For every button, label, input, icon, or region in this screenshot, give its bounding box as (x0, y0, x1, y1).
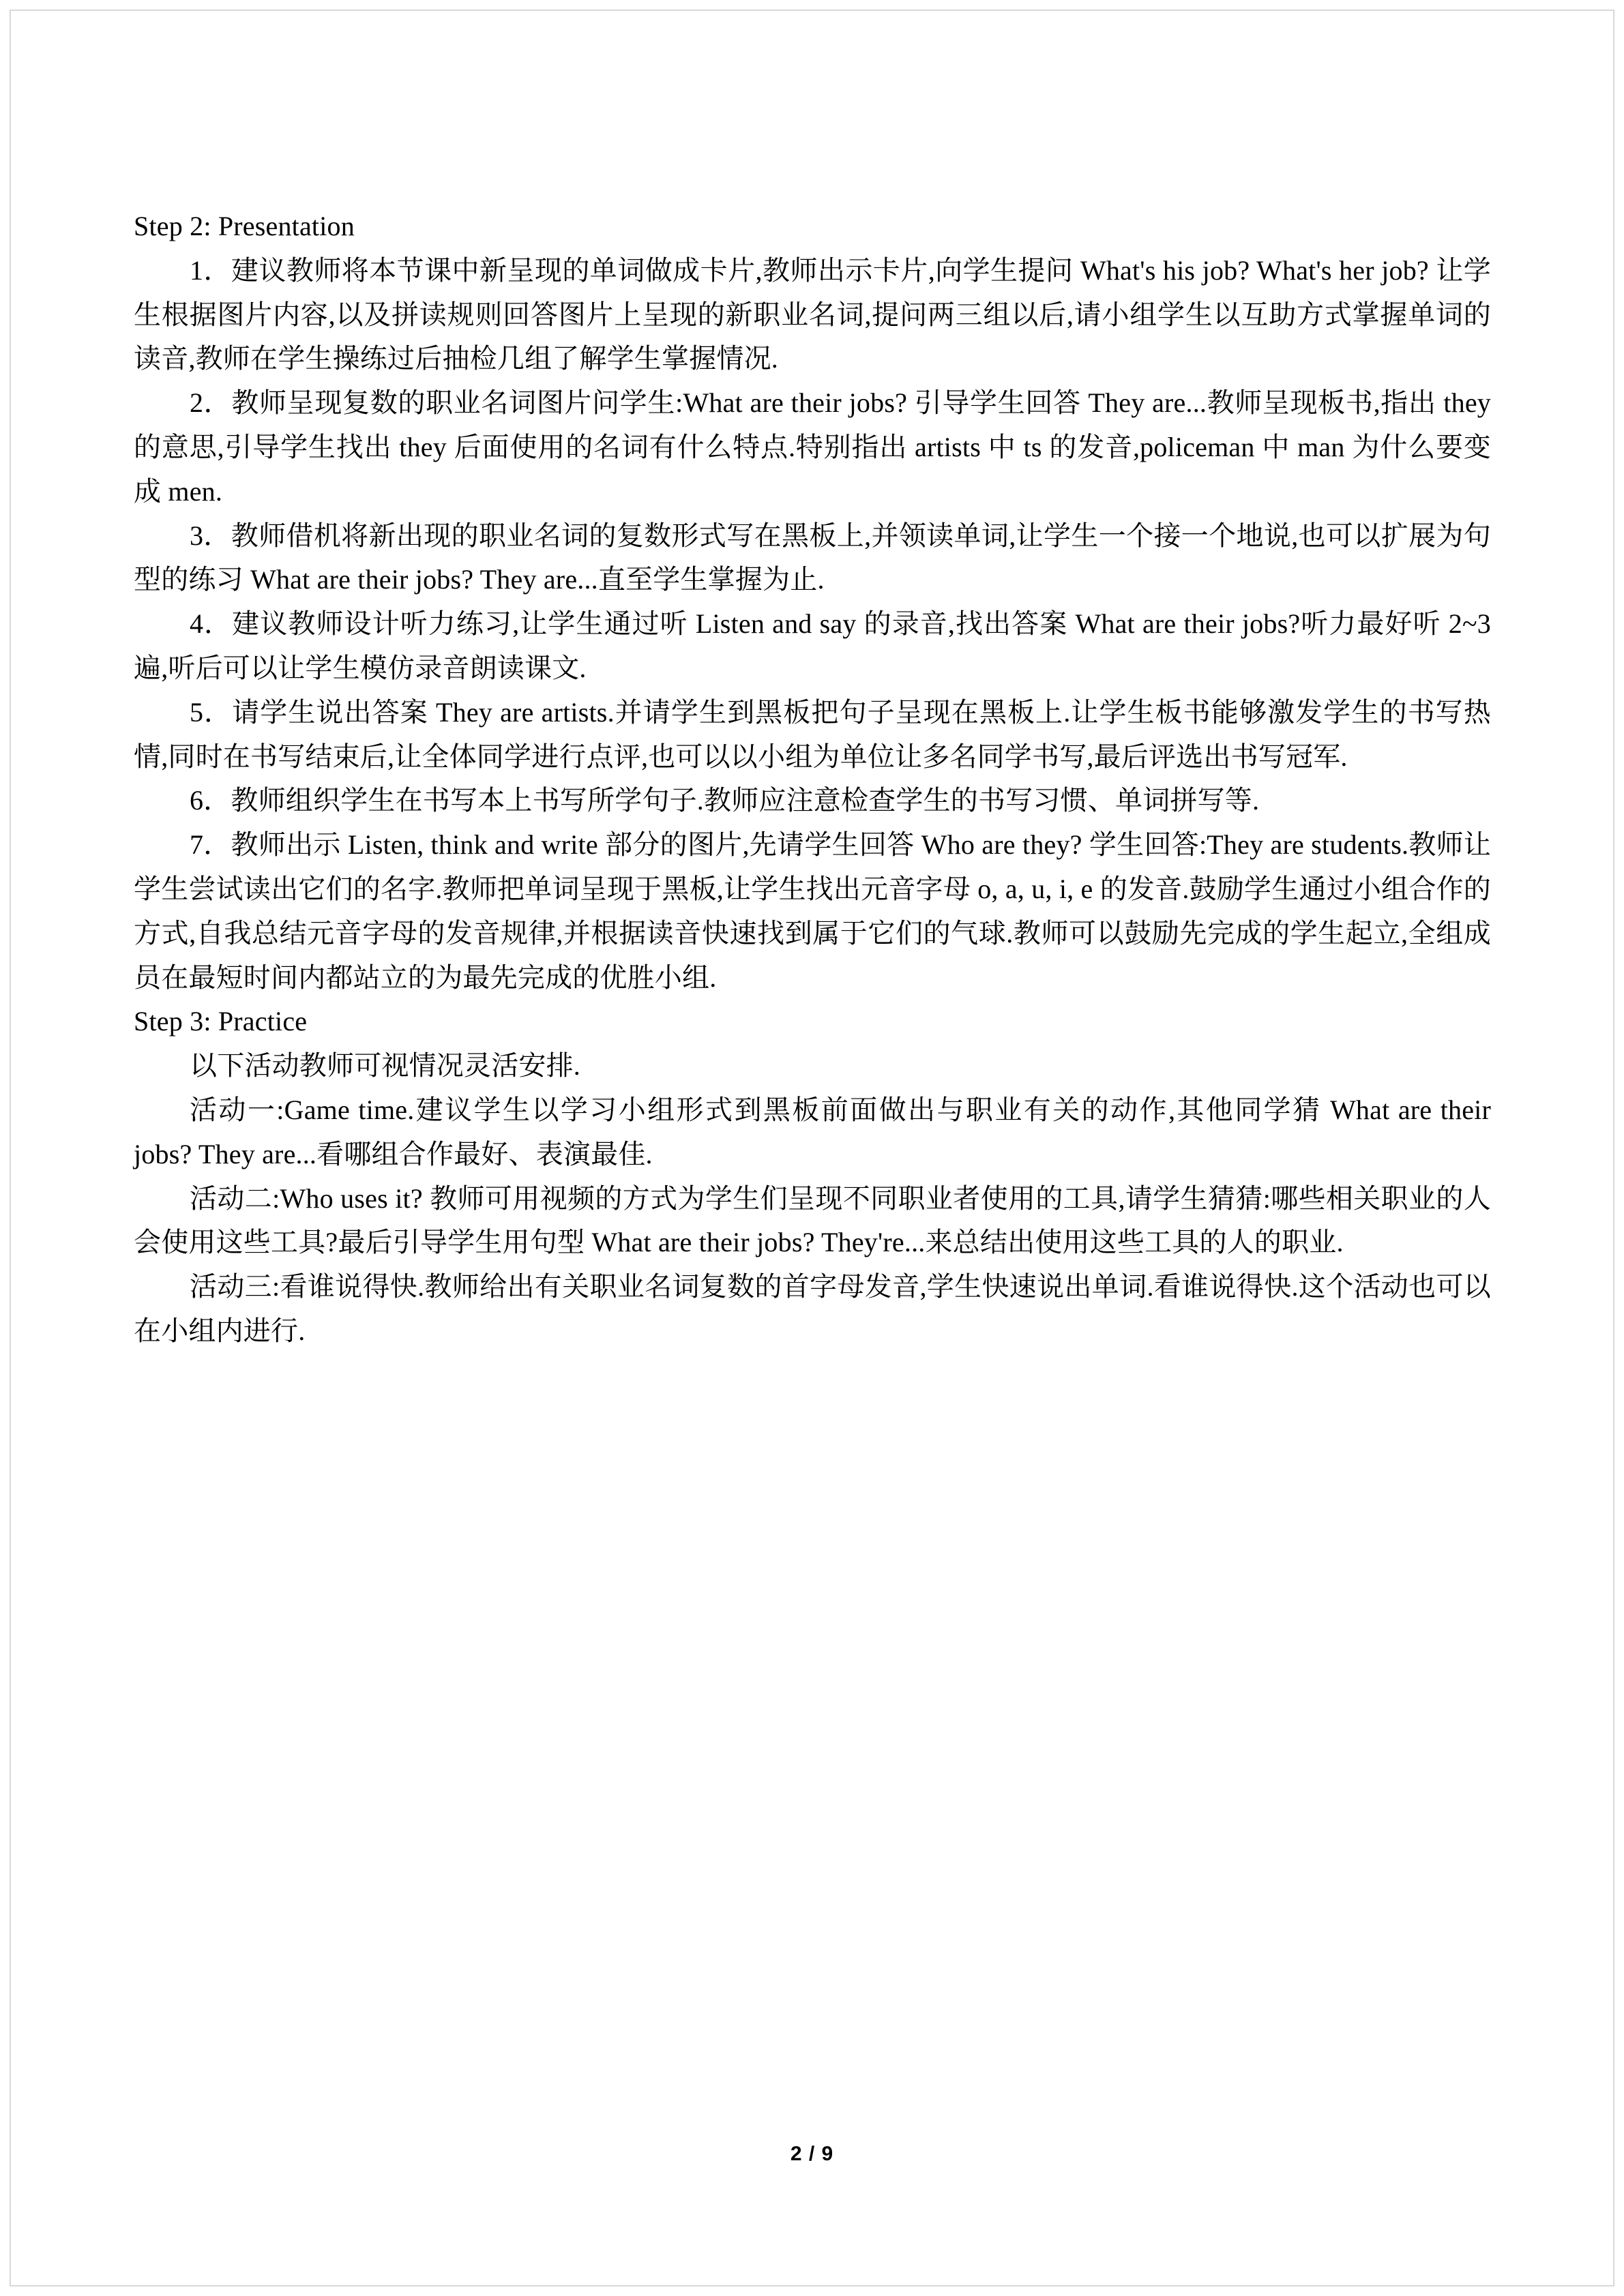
section-heading-step-3: Step 3: Practice (134, 1006, 308, 1037)
paragraph-7: 7．教师出示 Listen, think and write 部分的图片,先请学生回答 Who are they? 学生回答:They are students.教师让学生尝试读出它们的名字.教师把单词呈现于黑板,让学生找出元音字母 o, a, u, i, e 的发音.鼓励学生通过小组合作的方式,自我总结元音字母的发音规律,并根据读音快速找到属于它们的气球.教师可以鼓励先完成的学生起立,全组成员在最短时间内都站立的为最先完成的优胜小组. (134, 829, 1491, 993)
paragraph-2: 2．教师呈现复数的职业名词图片问学生:What are their jobs? 引导学生回答 They are...教师呈现板书,指出 they 的意思,引导学生找出 they 后面使用的名词有什么特点.特别指出 artists 中 ts 的发音,policeman 中 man 为什么要变成 men. (134, 387, 1491, 507)
paragraph-6: 6．教师组织学生在书写本上书写所学句子.教师应注意检查学生的书写习惯、单词拼写等. (190, 785, 1260, 816)
paragraph-1: 1．建议教师将本节课中新呈现的单词做成卡片,教师出示卡片,向学生提问 What's his job? What's her job? 让学生根据图片内容,以及拼读规则回答图片上呈现的新职业名词,提问两三组以后,请小组学生以互助方式掌握单词的读音,教师在学生操练过后抽检几组了解学生掌握情况. (134, 254, 1491, 374)
document-body (134, 205, 1491, 1354)
section-heading-step-2: Step 2: Presentation (134, 211, 355, 241)
paragraph-4: 4．建议教师设计听力练习,让学生通过听 Listen and say 的录音,找出答案 What are their jobs?听力最好听 2~3 遍,听后可以让学生模仿录音朗读课文. (134, 608, 1491, 683)
activity-2: 活动二:Who uses it? 教师可用视频的方式为学生们呈现不同职业者使用的工具,请学生猜猜:哪些相关职业的人会使用这些工具?最后引导学生用句型 What are their jobs? They're...来总结出使用这些工具的人的职业. (134, 1182, 1491, 1258)
activity-3: 活动三:看谁说得快.教师给出有关职业名词复数的首字母发音,学生快速说出单词.看谁说得快.这个活动也可以在小组内进行. (134, 1271, 1491, 1346)
activity-1: 活动一:Game time.建议学生以学习小组形式到黑板前面做出与职业有关的动作,其他同学猜 What are their jobs? They are...看哪组合作最好、表演最佳. (134, 1094, 1491, 1169)
page-number: 2 / 9 (790, 2143, 834, 2165)
paragraph-5: 5．请学生说出答案 They are artists.并请学生到黑板把句子呈现在黑板上.让学生板书能够激发学生的书写热情,同时在书写结束后,让全体同学进行点评,也可以以小组为单位让多名同学书写,最后评选出书写冠军. (134, 696, 1491, 772)
paragraph-3: 3．教师借机将新出现的职业名词的复数形式写在黑板上,并领读单词,让学生一个接一个地说,也可以扩展为句型的练习 What are their jobs? They are...直至学生掌握为止. (134, 520, 1491, 595)
practice-intro: 以下活动教师可视情况灵活安排. (190, 1050, 580, 1082)
